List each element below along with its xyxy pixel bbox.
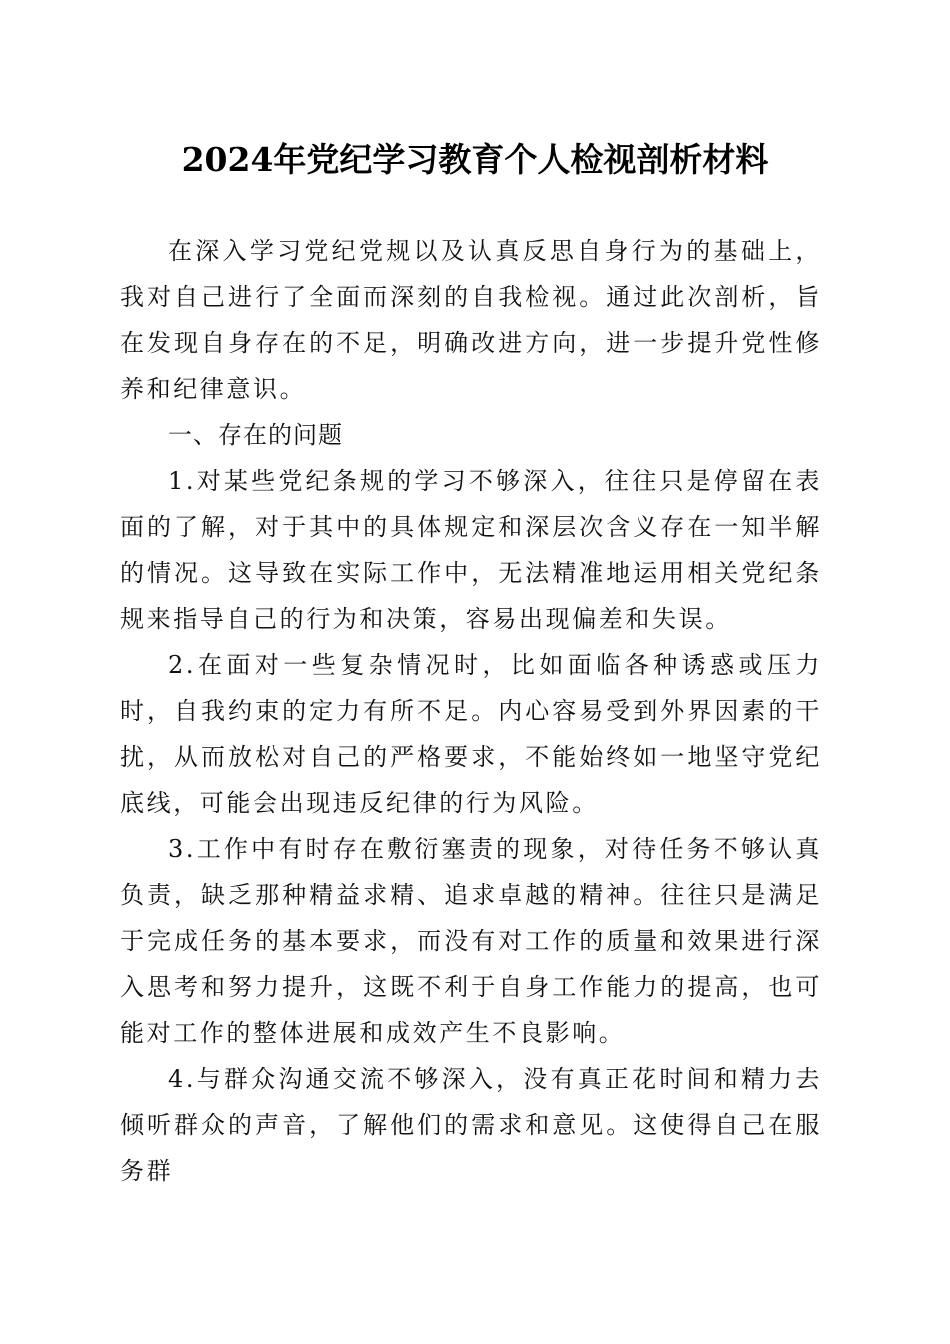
problem-item-4: 4.与群众沟通交流不够深入，没有真正花时间和精力去倾听群众的声音，了解他们的需求和意见。这使得自己在服务群 bbox=[120, 1065, 822, 1185]
problem-item-3: 3.工作中有时存在敷衍塞责的现象，对待任务不够认真负责，缺乏那种精益求精、追求卓越的精神。往往只是满足于完成任务的基本要求，而没有对工作的质量和效果进行深入思考和努力提升，这既不利于自身工作能力的提高，也可能对工作的整体进展和成效产生不良影响。 bbox=[120, 835, 822, 1047]
section-heading-problems: 一、存在的问题 bbox=[168, 421, 343, 449]
document-body bbox=[120, 228, 822, 1194]
problem-item-2: 2.在面对一些复杂情况时，比如面临各种诱惑或压力时，自我约束的定力有所不足。内心容易受到外界因素的干扰，从而放松对自己的严格要求，不能始终如一地坚守党纪底线，可能会出现违反纪律的行为风险。 bbox=[120, 651, 822, 817]
document-title: 2024年党纪学习教育个人检视剖析材料 bbox=[181, 140, 769, 179]
problem-item-1: 1.对某些党纪条规的学习不够深入，往往只是停留在表面的了解，对于其中的具体规定和深层次含义存在一知半解的情况。这导致在实际工作中，无法精准地运用相关党纪条规来指导自己的行为和决策，容易出现偏差和失误。 bbox=[120, 467, 822, 633]
intro-paragraph: 在深入学习党纪党规以及认真反思自身行为的基础上，我对自己进行了全面而深刻的自我检视。通过此次剖析，旨在发现自身存在的不足，明确改进方向，进一步提升党性修养和纪律意识。 bbox=[120, 237, 822, 403]
